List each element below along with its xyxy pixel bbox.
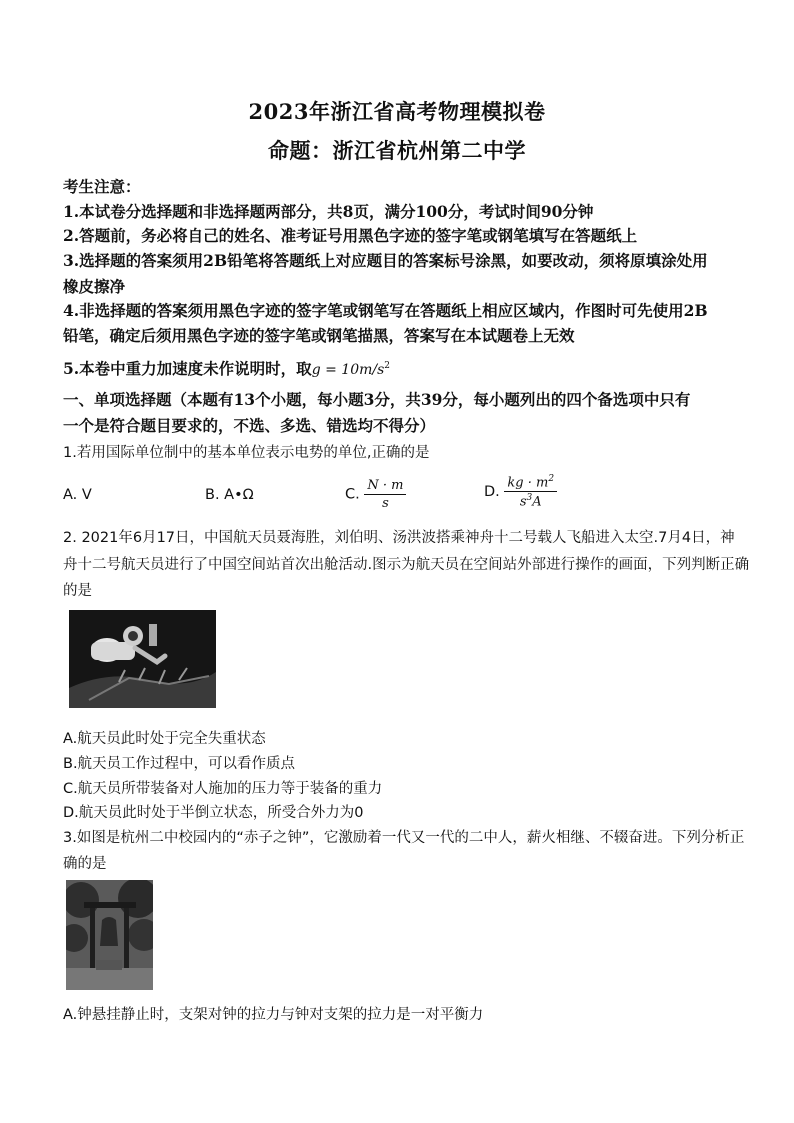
fraction-denominator	[504, 492, 557, 509]
gravity-value: g = 10m/s	[311, 362, 385, 378]
q3-option-a: A.钟悬挂静止时，支架对钟的拉力与钟对支架的拉力是一对平衡力	[63, 1007, 484, 1023]
notice-item: 铅笔，确定后须用黑色字迹的签字笔或钢笔描黑，答案写在本试题卷上无效	[63, 326, 575, 345]
q1-stem: 1.若用国际单位制中的基本单位表示电势的单位,正确的是	[63, 445, 430, 461]
notice-item: 2.答题前，务必将自己的姓名、准考证号用黑色字迹的签字笔或钢笔填写在答题纸上	[63, 226, 638, 245]
q2-option-d: D.航天员此时处于半倒立状态，所受合外力为0	[63, 805, 364, 821]
q2-stem-line2: 舟十二号航天员进行了中国空间站首次出舱活动.图示为航天员在空间站外部进行操作的画面，下列判断正确	[63, 557, 750, 573]
fraction-numerator	[504, 474, 557, 492]
q1-option-b: B. A•Ω	[205, 487, 254, 503]
q3-stem-line2: 确的是	[63, 856, 107, 872]
q1-option-a: A. V	[63, 487, 92, 503]
q1-option-d-label: D.	[484, 483, 500, 500]
bell-illustration	[66, 880, 153, 990]
exam-subtitle: 命题：浙江省杭州第二中学	[268, 138, 526, 163]
q2-option-b: B.航天员工作过程中，可以看作质点	[63, 756, 296, 772]
notice-item: 1.本试卷分选择题和非选择题两部分，共8页，满分100分，考试时间90分钟	[63, 202, 594, 221]
notice-item-gravity	[63, 357, 733, 379]
denominator-exponent: 3	[526, 493, 533, 504]
notice-item: 5.本卷中重力加速度未作说明时，取	[63, 359, 312, 378]
numerator-text: kg · m	[507, 475, 549, 491]
bell-photo	[66, 880, 153, 990]
astronaut-photo	[69, 610, 216, 708]
q1-option-c-fraction	[364, 478, 406, 511]
q1-option-c	[345, 478, 406, 511]
notice-item: 4.非选择题的答案须用黑色字迹的签字笔或钢笔写在答题纸上相应区域内，作图时可先使用2B	[63, 301, 708, 320]
notice-item: 3.选择题的答案须用2B铅笔将答题纸上对应题目的答案标号涂黑，如要改动，须将原填涂处用	[63, 251, 708, 270]
gravity-exponent: 2	[384, 360, 391, 371]
astronaut-illustration	[69, 610, 216, 708]
section-heading-line1: 一、单项选择题（本题有13个小题，每小题3分，共39分，每小题列出的四个备选项中只有	[63, 390, 691, 409]
fraction-numerator: N · m	[364, 478, 406, 495]
numerator-exponent: 2	[548, 474, 555, 484]
q2-option-c: C.航天员所带装备对人施加的压力等于装备的重力	[63, 781, 383, 797]
denominator-text: s	[519, 494, 527, 510]
fraction-denominator: s	[382, 496, 389, 511]
q1-option-c-label: C.	[345, 486, 360, 503]
notice-item: 橡皮擦净	[63, 277, 126, 296]
q1-option-d-fraction	[504, 474, 557, 510]
q2-stem-line3: 的是	[63, 583, 92, 599]
q3-stem-line1: 3.如图是杭州二中校园内的“赤子之钟”，它激励着一代又一代的二中人，薪火相继、不辍奋进。下列分析正	[63, 830, 745, 846]
denominator-text: A	[532, 494, 542, 510]
section-heading-line2: 一个是符合题目要求的，不选、多选、错选均不得分）	[63, 416, 436, 435]
q2-option-a: A.航天员此时处于完全失重状态	[63, 731, 266, 747]
exam-title: 2023年浙江省高考物理模拟卷	[248, 99, 546, 124]
q1-option-d	[484, 474, 557, 510]
q2-stem-line1: 2. 2021年6月17日，中国航天员聂海胜，刘伯明、汤洪波搭乘神舟十二号载人飞船进入太空.7月4日，神	[63, 530, 735, 546]
notice-heading: 考生注意：	[63, 177, 141, 196]
